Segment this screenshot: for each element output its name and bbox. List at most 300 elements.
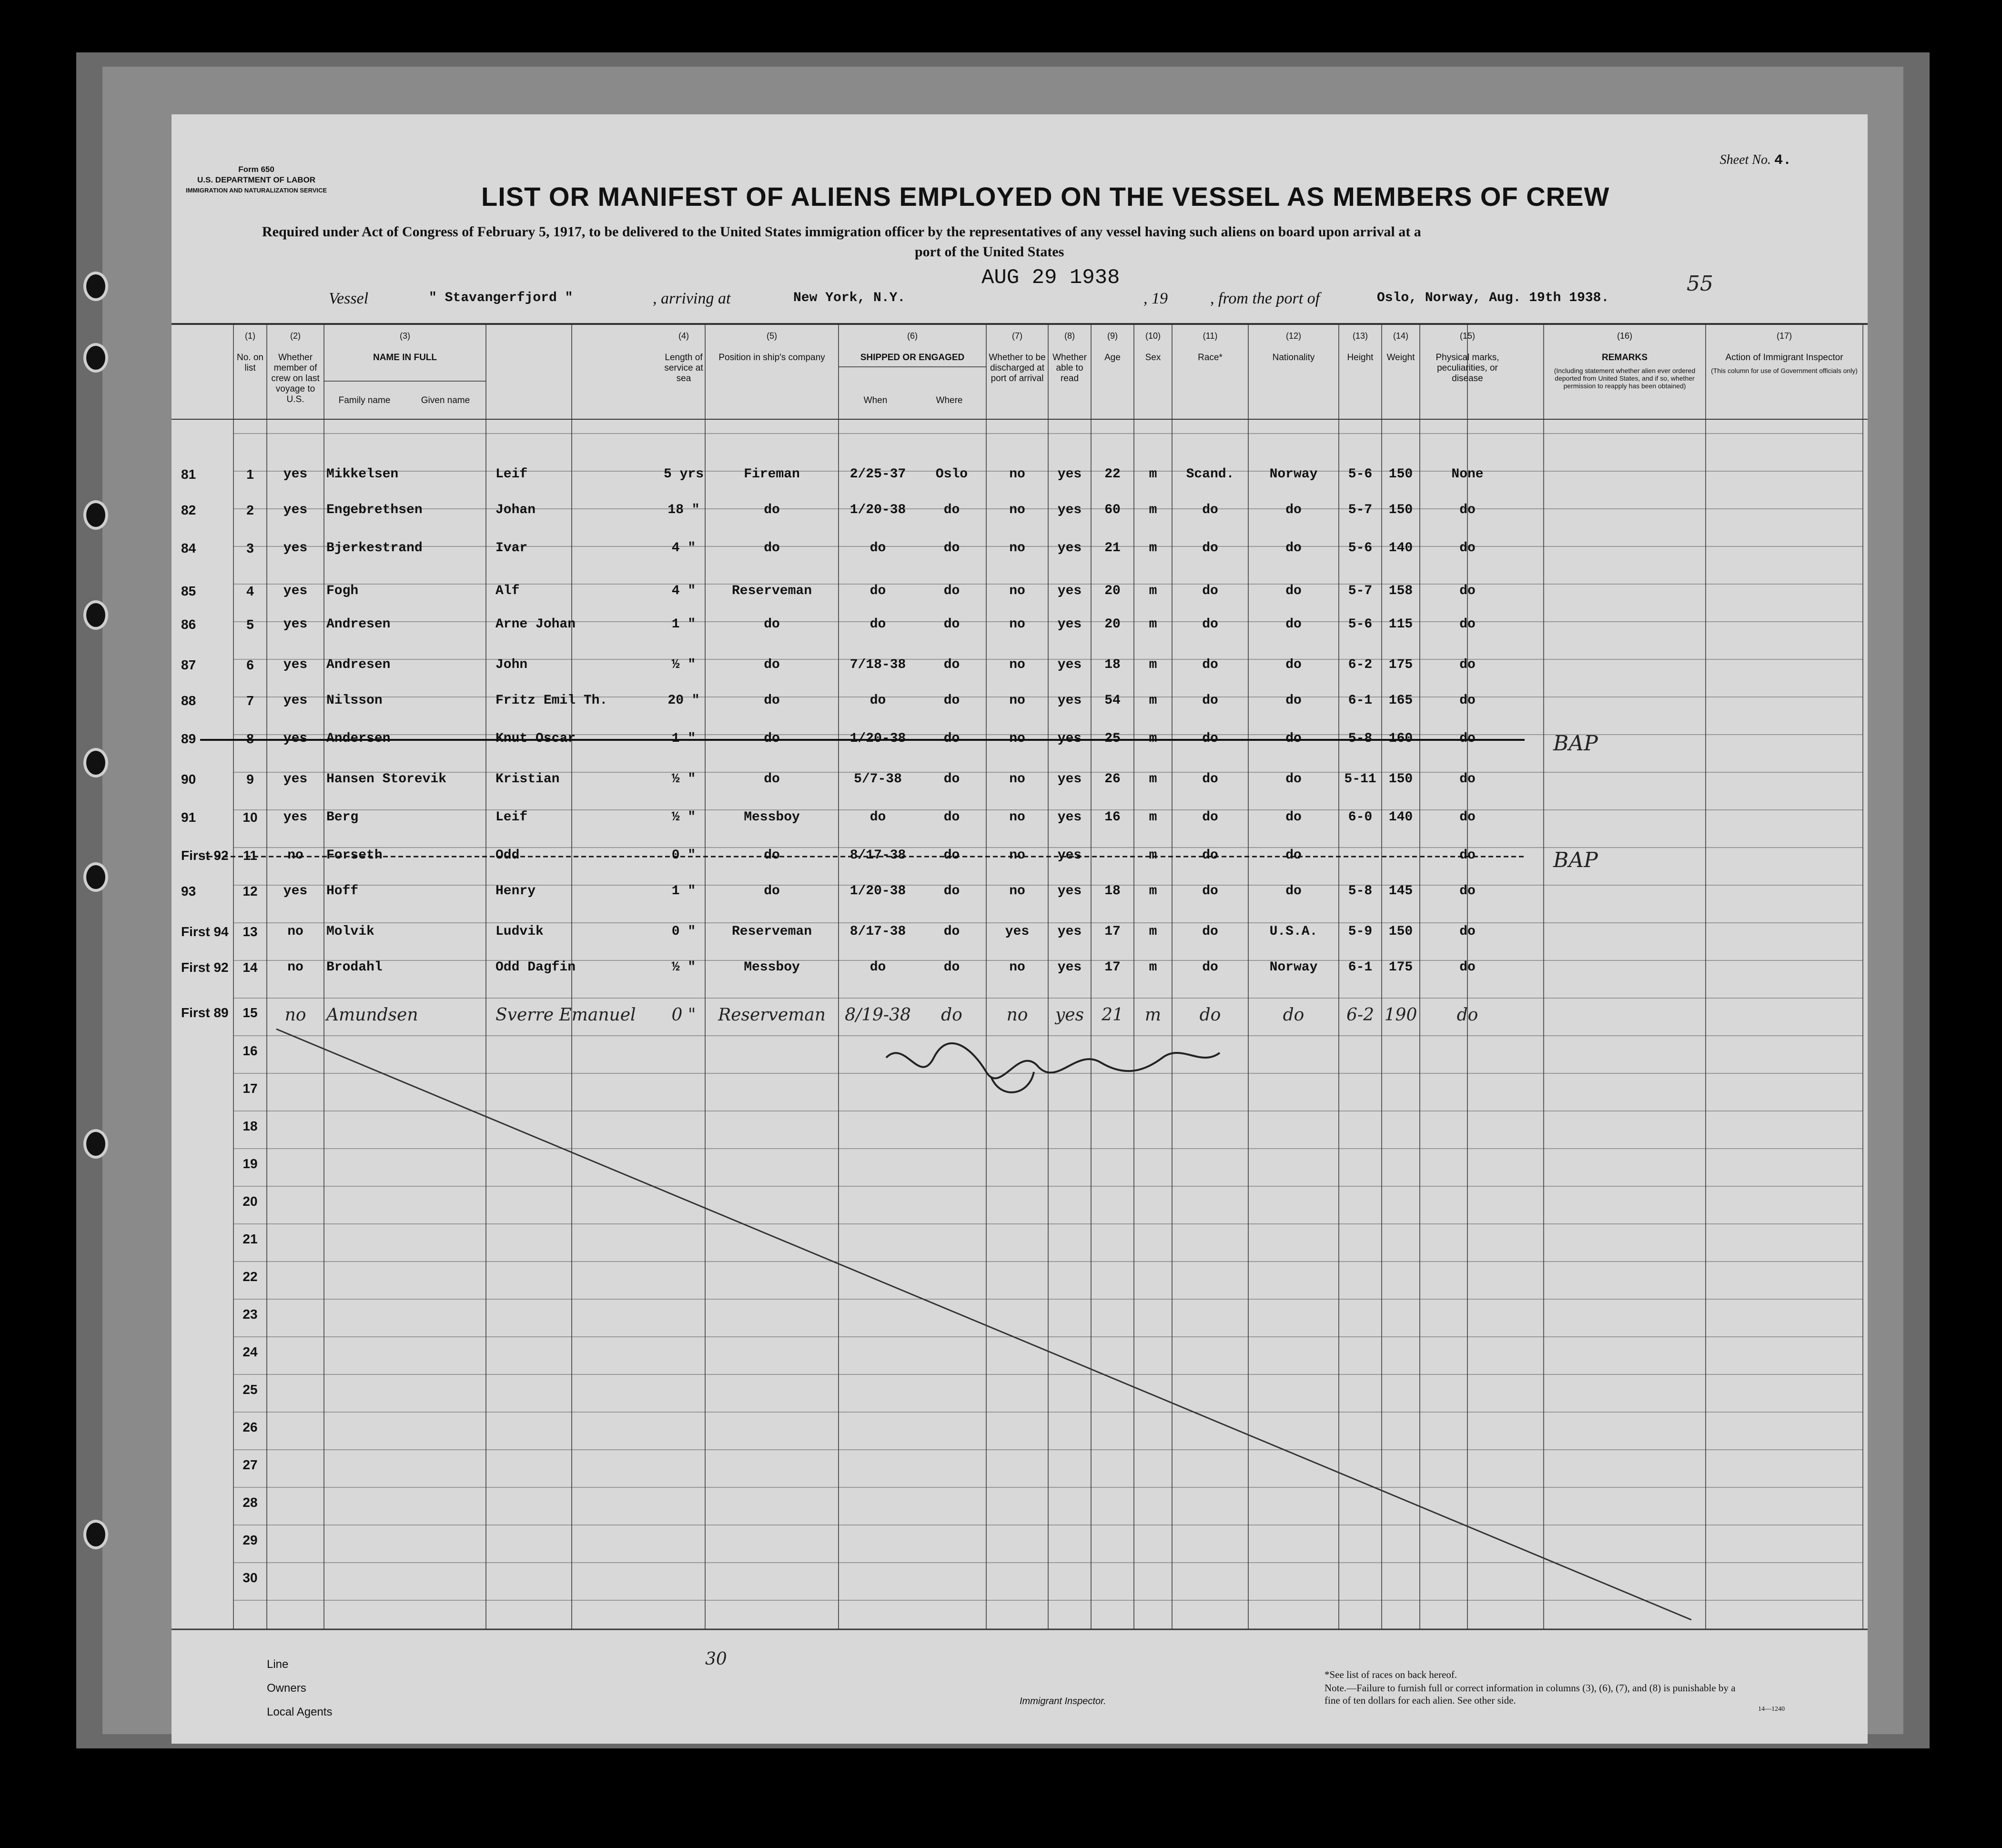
cell-where: do <box>943 960 960 975</box>
cell-height: 5-9 <box>1348 924 1373 939</box>
year-label: , 19 <box>1143 290 1168 307</box>
cell-weight: 140 <box>1388 541 1413 555</box>
cell-where: do <box>943 657 960 672</box>
column-number: (3) <box>400 331 410 341</box>
cell-no: 3 <box>246 541 254 555</box>
cell-no: 7 <box>246 693 254 708</box>
cell-age: 17 <box>1104 924 1121 939</box>
cell-position: do <box>764 772 780 787</box>
cell-marks: do <box>1459 503 1476 517</box>
form-number: Form 650 <box>238 165 274 174</box>
column-subheader: Given name <box>421 395 470 405</box>
column-header: Nationality <box>1272 353 1315 363</box>
cell-when: 8/19-38 <box>845 1005 911 1025</box>
cell-service: 4 " <box>671 541 696 555</box>
cell-weight: 175 <box>1388 657 1413 672</box>
cell-last: yes <box>283 617 308 632</box>
cell-service: 20 " <box>667 693 700 708</box>
cell-read: yes <box>1057 731 1082 746</box>
cell-nationality: do <box>1285 584 1302 598</box>
cell-nationality: do <box>1285 731 1302 746</box>
form-code: 14—1240 <box>1758 1706 1785 1713</box>
cell-where: do <box>943 693 960 708</box>
cell-when: do <box>870 960 886 975</box>
cell-given: Sverre Emanuel <box>495 1005 636 1025</box>
department: U.S. DEPARTMENT OF LABOR <box>197 175 316 184</box>
vessel-label: Vessel <box>329 290 369 307</box>
cell-family: Hoff <box>326 884 359 899</box>
cell-height: 6-2 <box>1348 657 1373 672</box>
manifest-sheet <box>172 114 1868 1744</box>
cell-where: do <box>943 848 960 863</box>
empty-row-number: 19 <box>243 1156 258 1171</box>
column-number: (13) <box>1352 331 1368 341</box>
cell-given: Fritz Emil Th. <box>495 693 608 708</box>
cell-age: 18 <box>1104 884 1121 899</box>
cell-family: Hansen Storevik <box>326 772 447 787</box>
cell-given: Arne Johan <box>495 617 576 632</box>
cell-margin: First 92 <box>181 848 229 863</box>
cell-last: no <box>287 848 303 863</box>
cell-marks: do <box>1459 584 1476 598</box>
cell-discharged: no <box>1009 657 1025 672</box>
cell-read: yes <box>1057 772 1082 787</box>
column-number: (5) <box>767 331 777 341</box>
cell-read: yes <box>1057 584 1082 598</box>
cell-margin: 93 <box>181 884 196 899</box>
cell-sex: m <box>1149 657 1157 672</box>
cell-discharged: no <box>1009 810 1025 825</box>
cell-margin: 81 <box>181 467 196 482</box>
empty-row-number: 27 <box>243 1457 258 1472</box>
cell-family: Berg <box>326 810 359 825</box>
cell-age: 16 <box>1104 810 1121 825</box>
cell-margin: First 89 <box>181 1005 229 1020</box>
cell-when: do <box>870 810 886 825</box>
cell-nationality: do <box>1285 657 1302 672</box>
cell-height: 5-11 <box>1344 772 1376 787</box>
column-header: Action of Immigrant Inspector <box>1725 353 1843 363</box>
empty-row-number: 23 <box>243 1307 258 1322</box>
cell-family: Mikkelsen <box>326 467 399 482</box>
cell-service: 1 " <box>671 617 696 632</box>
departure-port: Oslo, Norway, Aug. 19th 1938. <box>1377 291 1609 305</box>
column-header: Physical marks, peculiarities, or disease <box>1436 353 1499 384</box>
cell-margin: 86 <box>181 617 196 632</box>
cell-marks: do <box>1459 617 1476 632</box>
cell-margin: 85 <box>181 584 196 598</box>
cell-margin: 89 <box>181 731 196 746</box>
column-number: (2) <box>290 331 301 341</box>
cell-when: 1/20-38 <box>849 884 906 899</box>
column-header: Whether able to read <box>1052 353 1087 384</box>
cell-discharged: no <box>1009 731 1025 746</box>
cell-service: 4 " <box>671 584 696 598</box>
cell-weight: 150 <box>1388 772 1413 787</box>
cell-read: yes <box>1055 1005 1084 1025</box>
cell-height: 5-8 <box>1348 884 1373 899</box>
empty-row-number: 26 <box>243 1420 258 1434</box>
cell-height: 5-6 <box>1348 541 1373 555</box>
column-number: (9) <box>1107 331 1118 341</box>
cell-age: 20 <box>1104 617 1121 632</box>
column-header: Whether to be discharged at port of arrival <box>989 353 1046 384</box>
cell-no: 6 <box>246 657 254 672</box>
cell-given: Odd Dagfin <box>495 960 576 975</box>
cell-position: do <box>764 848 780 863</box>
cell-marks: do <box>1459 884 1476 899</box>
cell-where: Oslo <box>935 467 968 482</box>
owners-label: Owners <box>267 1682 306 1695</box>
sheet-number-label: Sheet No. <box>1719 152 1771 167</box>
cell-position: Messboy <box>744 960 800 975</box>
cell-discharged: no <box>1009 541 1025 555</box>
cell-position: do <box>764 731 780 746</box>
column-subheader: (This column for use of Government officials only) <box>1711 367 1858 374</box>
cell-last: no <box>287 960 303 975</box>
cell-age: 22 <box>1104 467 1121 482</box>
cell-read: yes <box>1057 693 1082 708</box>
cell-discharged: yes <box>1005 924 1030 939</box>
cell-service: 18 " <box>667 503 700 517</box>
cell-marks: do <box>1459 810 1476 825</box>
empty-row-number: 29 <box>243 1533 258 1547</box>
cell-where: do <box>943 731 960 746</box>
grid-line <box>276 1029 1691 1620</box>
cell-service: ½ " <box>671 772 696 787</box>
punch-hole <box>83 600 108 630</box>
cell-last: yes <box>283 503 308 517</box>
cell-race: do <box>1202 924 1218 939</box>
cell-given: Ludvik <box>495 924 544 939</box>
cell-race: do <box>1202 772 1218 787</box>
cell-where: do <box>943 884 960 899</box>
column-subheader: When <box>863 395 888 405</box>
cell-where: do <box>941 1005 962 1025</box>
cell-when: 2/25-37 <box>849 467 906 482</box>
cell-marks: do <box>1459 848 1476 863</box>
cell-age: 25 <box>1104 731 1121 746</box>
cell-height: 5-6 <box>1348 617 1373 632</box>
punch-hole <box>83 500 108 530</box>
cell-sex: m <box>1144 1005 1162 1025</box>
service: IMMIGRATION AND NATURALIZATION SERVICE <box>186 187 327 194</box>
cell-where: do <box>943 541 960 555</box>
column-number: (15) <box>1459 331 1475 341</box>
column-subheader: Family name <box>338 395 391 405</box>
cell-nationality: do <box>1285 693 1302 708</box>
cell-margin: First 92 <box>181 960 229 975</box>
cell-sex: m <box>1149 848 1157 863</box>
cell-position: do <box>764 503 780 517</box>
cell-family: Andresen <box>326 657 391 672</box>
cell-discharged: no <box>1009 617 1025 632</box>
cell-no: 14 <box>243 960 258 975</box>
cell-margin: 87 <box>181 657 196 672</box>
cell-family: Nilsson <box>326 693 383 708</box>
cell-family: Andersen <box>326 731 391 746</box>
cell-race: do <box>1202 848 1218 863</box>
cell-height: 6-2 <box>1346 1005 1374 1025</box>
cell-race: do <box>1202 693 1218 708</box>
cell-sex: m <box>1149 731 1157 746</box>
column-number: (8) <box>1064 331 1075 341</box>
empty-row-number: 20 <box>243 1194 258 1209</box>
cell-service: 1 " <box>671 731 696 746</box>
cell-nationality: do <box>1285 541 1302 555</box>
cell-when: do <box>870 617 886 632</box>
cell-marks: do <box>1459 960 1476 975</box>
cell-weight: 150 <box>1388 467 1413 482</box>
cell-family: Forseth <box>326 848 383 863</box>
cell-sex: m <box>1149 924 1157 939</box>
column-subheader: (Including statement whether alien ever ordered deported from United States, and if so, whether permission to reapply has been obtained) <box>1554 367 1696 390</box>
cell-weight: 150 <box>1388 924 1413 939</box>
empty-row-number: 25 <box>243 1382 258 1397</box>
cell-sex: m <box>1149 960 1157 975</box>
cell-position: do <box>764 693 780 708</box>
cell-weight: 158 <box>1388 584 1413 598</box>
cell-last: yes <box>283 731 308 746</box>
column-number: (12) <box>1285 331 1301 341</box>
cell-weight: 150 <box>1388 503 1413 517</box>
empty-row-number: 24 <box>243 1344 258 1359</box>
cell-given: Henry <box>495 884 536 899</box>
cell-no: 4 <box>246 584 254 598</box>
cell-discharged: no <box>1009 693 1025 708</box>
cell-position: Fireman <box>744 467 800 482</box>
cell-family: Bjerkestrand <box>326 541 423 555</box>
cell-nationality: Norway <box>1269 960 1318 975</box>
column-header: Height <box>1347 353 1374 363</box>
column-number: (11) <box>1203 331 1218 341</box>
cell-race: do <box>1202 810 1218 825</box>
cell-age: 18 <box>1104 657 1121 672</box>
cell-age: 17 <box>1104 960 1121 975</box>
cell-when: do <box>870 693 886 708</box>
cell-family: Molvik <box>326 924 374 939</box>
empty-row-number: 18 <box>243 1119 258 1133</box>
empty-row-number: 17 <box>243 1081 258 1096</box>
cell-service: ½ " <box>671 657 696 672</box>
punch-hole <box>83 748 108 778</box>
cell-remarks: BAP <box>1553 848 1598 872</box>
column-header: No. on list <box>237 353 263 373</box>
cell-where: do <box>943 810 960 825</box>
cell-weight: 190 <box>1384 1005 1417 1025</box>
cell-last: yes <box>283 693 308 708</box>
cell-where: do <box>943 772 960 787</box>
column-number: (1) <box>245 331 255 341</box>
cell-last: yes <box>283 467 308 482</box>
column-header: NAME IN FULL <box>373 353 437 363</box>
inspector-label: Immigrant Inspector. <box>1020 1696 1106 1707</box>
column-subheader: Where <box>936 395 963 405</box>
empty-row-number: 16 <box>243 1043 258 1058</box>
column-number: (14) <box>1393 331 1408 341</box>
cell-given: Johan <box>495 503 536 517</box>
cell-margin: 84 <box>181 541 196 555</box>
arrival-date-stamp: AUG 29 1938 <box>981 266 1120 290</box>
cell-nationality: Norway <box>1269 467 1318 482</box>
cell-service: 5 yrs <box>663 467 704 482</box>
cell-last: no <box>287 924 303 939</box>
cell-sex: m <box>1149 772 1157 787</box>
cell-sex: m <box>1149 467 1157 482</box>
cell-marks: do <box>1459 541 1476 555</box>
cell-sex: m <box>1149 584 1157 598</box>
cell-height: 5-7 <box>1348 503 1373 517</box>
column-header: Sex <box>1145 353 1161 363</box>
cell-race: do <box>1202 541 1218 555</box>
column-number: (4) <box>678 331 689 341</box>
cell-no: 8 <box>246 731 254 746</box>
cell-race: do <box>1202 731 1218 746</box>
cell-position: do <box>764 617 780 632</box>
empty-row-number: 28 <box>243 1495 258 1510</box>
cell-discharged: no <box>1009 503 1025 517</box>
cell-read: yes <box>1057 884 1082 899</box>
column-header: Weight <box>1386 353 1415 363</box>
cell-age: 21 <box>1102 1005 1123 1025</box>
cell-no: 1 <box>246 467 254 482</box>
column-header: Age <box>1104 353 1121 363</box>
cell-service: 1 " <box>671 884 696 899</box>
cell-margin: 82 <box>181 503 196 517</box>
column-header: Whether member of crew on last voyage to U.S. <box>271 353 320 404</box>
cell-position: Reserveman <box>731 584 812 598</box>
penalty-note: Note.—Failure to furnish full or correct information in columns (3), (6), (7), and (8) is punishable by a fine of ten dollars for each alien. See other side. <box>1325 1682 1736 1706</box>
cell-position: Reserveman <box>718 1005 826 1025</box>
cell-given: Leif <box>495 467 528 482</box>
cell-nationality: do <box>1285 772 1302 787</box>
cell-no: 5 <box>246 617 254 632</box>
cell-family: Andresen <box>326 617 391 632</box>
punch-hole <box>83 343 108 373</box>
cell-height: 6-0 <box>1348 810 1373 825</box>
cell-no: 15 <box>243 1005 258 1020</box>
cell-race: do <box>1202 884 1218 899</box>
cell-position: Messboy <box>744 810 800 825</box>
cell-discharged: no <box>1009 772 1025 787</box>
cell-nationality: do <box>1285 503 1302 517</box>
cell-when: 1/20-38 <box>849 731 906 746</box>
cell-when: 1/20-38 <box>849 503 906 517</box>
cell-position: do <box>764 541 780 555</box>
column-number: (7) <box>1012 331 1022 341</box>
cell-marks: None <box>1451 467 1484 482</box>
line-value: 30 <box>705 1649 727 1669</box>
cell-given: Leif <box>495 810 528 825</box>
column-header: REMARKS <box>1601 353 1648 363</box>
cell-marks: do <box>1456 1005 1478 1025</box>
cell-service: 0 " <box>671 848 696 863</box>
empty-row-number: 30 <box>243 1570 258 1585</box>
cell-discharged: no <box>1009 960 1025 975</box>
cell-sex: m <box>1149 617 1157 632</box>
cell-weight: 175 <box>1388 960 1413 975</box>
cell-weight: 165 <box>1388 693 1413 708</box>
cell-read: yes <box>1057 467 1082 482</box>
cell-nationality: do <box>1285 617 1302 632</box>
cell-position: do <box>764 657 780 672</box>
cell-given: Kristian <box>495 772 560 787</box>
column-number: (17) <box>1776 331 1792 341</box>
cell-sex: m <box>1149 693 1157 708</box>
cell-sex: m <box>1149 541 1157 555</box>
punch-hole <box>83 862 108 892</box>
cell-race: do <box>1202 503 1218 517</box>
cell-when: 8/17-38 <box>849 848 906 863</box>
cell-nationality: U.S.A. <box>1269 924 1318 939</box>
cell-no: 10 <box>243 810 258 825</box>
cell-discharged: no <box>1006 1005 1028 1025</box>
local-agents-label: Local Agents <box>267 1706 333 1718</box>
column-header: SHIPPED OR ENGAGED <box>860 353 965 363</box>
sheet-number-value: 4. <box>1774 152 1791 169</box>
cell-read: yes <box>1057 541 1082 555</box>
cell-when: do <box>870 541 886 555</box>
cell-no: 12 <box>243 884 258 899</box>
cell-marks: do <box>1459 731 1476 746</box>
arrival-port: New York, N.Y. <box>793 291 906 305</box>
line-label: Line <box>267 1658 289 1671</box>
cell-weight: 115 <box>1388 617 1413 632</box>
cell-nationality: do <box>1285 810 1302 825</box>
cell-service: ½ " <box>671 810 696 825</box>
cell-sex: m <box>1149 503 1157 517</box>
cell-position: do <box>764 884 780 899</box>
cell-margin: 91 <box>181 810 196 825</box>
cell-marks: do <box>1459 924 1476 939</box>
cell-sex: m <box>1149 810 1157 825</box>
cell-last: yes <box>283 541 308 555</box>
cell-weight: 145 <box>1388 884 1413 899</box>
cell-height: 5-6 <box>1348 467 1373 482</box>
page-mark: 55 <box>1687 272 1713 296</box>
cell-read: yes <box>1057 657 1082 672</box>
cell-race: do <box>1202 960 1218 975</box>
inspector-signature <box>877 1029 1258 1101</box>
cell-no: 9 <box>246 772 254 787</box>
cell-age: 60 <box>1104 503 1121 517</box>
cell-given: Odd <box>495 848 520 863</box>
cell-discharged: no <box>1009 584 1025 598</box>
cell-given: John <box>495 657 528 672</box>
subtitle-line-2: port of the United States <box>915 244 1064 260</box>
cell-when: 8/17-38 <box>849 924 906 939</box>
empty-row-number: 21 <box>243 1232 258 1246</box>
cell-margin: 88 <box>181 693 196 708</box>
cell-family: Fogh <box>326 584 359 598</box>
subtitle-line-1: Required under Act of Congress of February 5, 1917, to be delivered to the United States immigration officer by the representatives of any vessel having such aliens on board upon arrival at a <box>262 224 1421 240</box>
cell-no: 11 <box>243 848 257 863</box>
cell-marks: do <box>1459 693 1476 708</box>
cell-last: yes <box>283 657 308 672</box>
cell-family: Brodahl <box>326 960 383 975</box>
cell-discharged: no <box>1009 467 1025 482</box>
cell-read: yes <box>1057 810 1082 825</box>
cell-read: yes <box>1057 503 1082 517</box>
cell-height: 6-1 <box>1348 693 1373 708</box>
cell-last: yes <box>283 810 308 825</box>
cell-height: 5-8 <box>1348 731 1373 746</box>
cell-marks: do <box>1459 772 1476 787</box>
cell-where: do <box>943 503 960 517</box>
cell-race: do <box>1199 1005 1221 1025</box>
column-number: (6) <box>907 331 918 341</box>
cell-age: 54 <box>1104 693 1121 708</box>
